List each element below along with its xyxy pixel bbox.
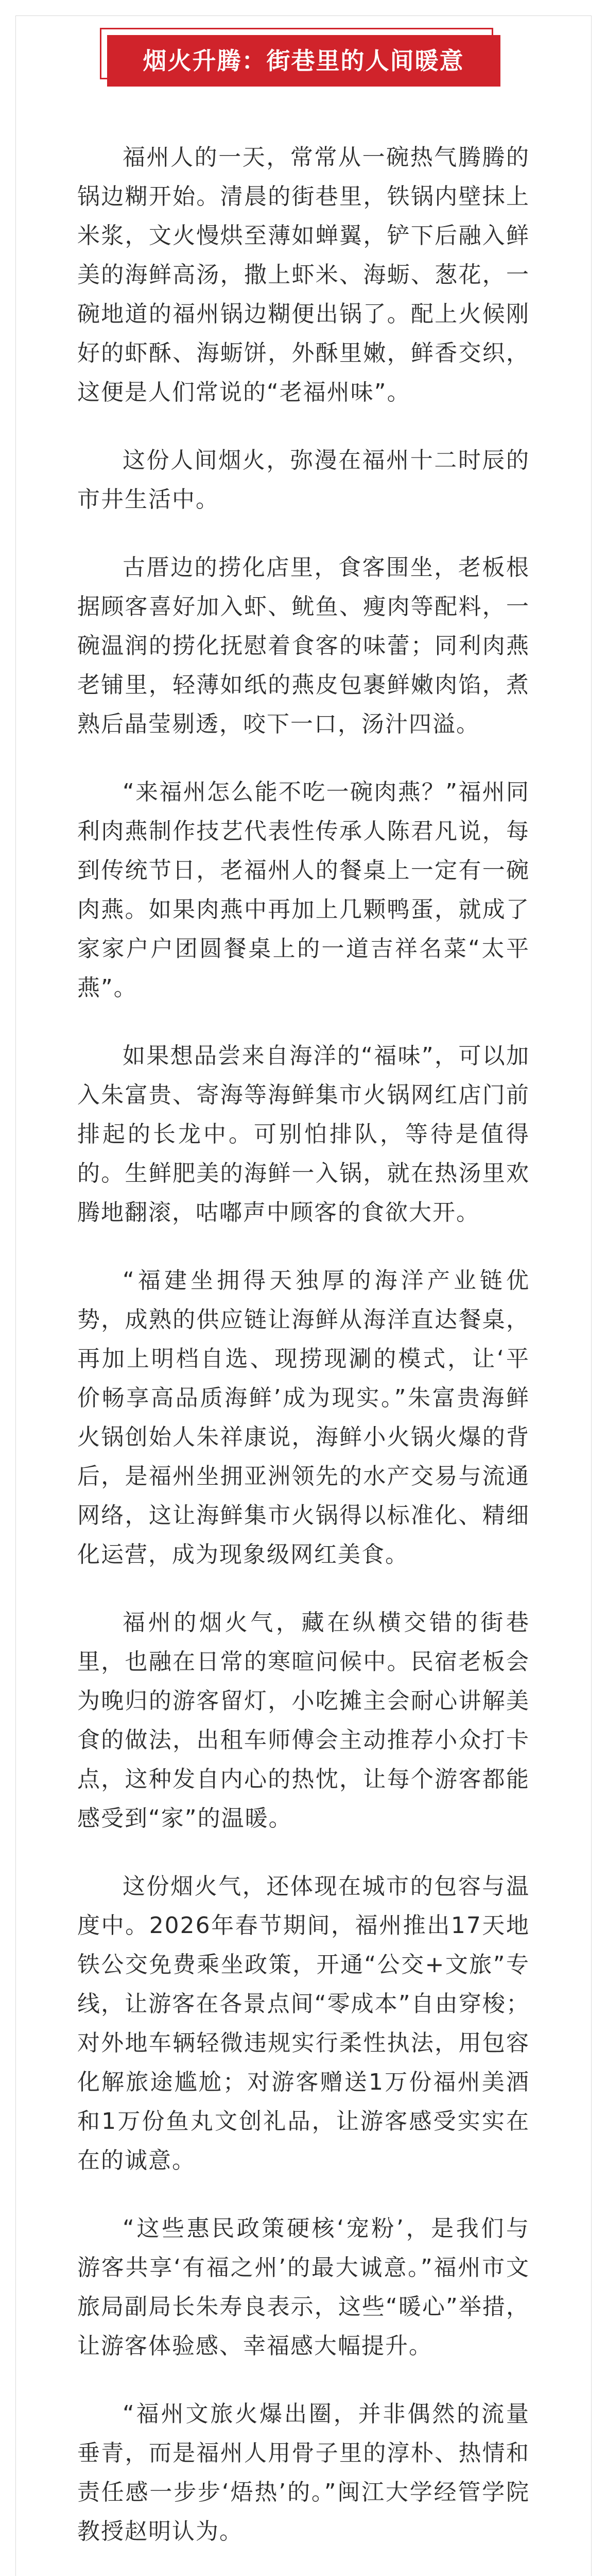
paragraph: “来福州怎么能不吃一碗肉燕？”福州同利肉燕制作技艺代表性传承人陈君凡说，每到传统节日，老福州人的餐桌上一定有一碗肉燕。如果肉燕中再加上几颗鸭蛋，就成了家家户户团圆餐桌上的一道吉祥名菜“太平燕”。 (77, 779, 530, 1001)
paragraph: 福州的烟火气，藏在纵横交错的街巷里，也融在日常的寒暄问候中。民宿老板会为晚归的游客留灯，小吃摊主会耐心讲解美食的做法，出租车师傅会主动推荐小众打卡点，这种发自内心的热忱，让每个游客都能感受到“家”的温暖。 (77, 1609, 530, 1832)
paragraph: 如果想品尝来自海洋的“福味”，可以加入朱富贵、寄海等海鲜集市火锅网红店门前排起的长龙中。可别怕排队，等待是值得的。生鲜肥美的海鲜一入锅，就在热汤里欢腾地翻滚，咕嘟声中顾客的食欲大开。 (77, 1043, 530, 1226)
article-body (77, 138, 530, 2576)
paragraph: 这份烟火气，还体现在城市的包容与温度中。2026年春节期间，福州推出17天地铁公交免费乘坐政策，开通“公交+文旅”专线，让游客在各景点间“零成本”自由穿梭；对外地车辆轻微违规实行柔性执法，用包容化解旅途尴尬；对游客赠送1万份福州美酒和1万份鱼丸文创礼品，让游客感受实实在在的诚意。 (77, 1873, 530, 2174)
article-title: 烟火升腾：街巷里的人间暖意 (107, 35, 500, 87)
paragraph: “福州文旅火爆出圈，并非偶然的流量垂青，而是福州人用骨子里的淳朴、热情和责任感一步步‘焐热’的。”闽江大学经管学院教授赵明认为。 (77, 2401, 530, 2545)
paragraph: 这份人间烟火，弥漫在福州十二时辰的市井生活中。 (77, 447, 530, 513)
paragraph: 古厝边的捞化店里，食客围坐，老板根据顾客喜好加入虾、鱿鱼、瘦肉等配料，一碗温润的捞化抚慰着食客的味蕾；同利肉燕老铺里，轻薄如纸的燕皮包裹鲜嫩肉馅，煮熟后晶莹剔透，咬下一口，汤汁四溢。 (77, 554, 530, 737)
title-wrap (0, 35, 607, 87)
paragraph: 福州人的一天，常常从一碗热气腾腾的锅边糊开始。清晨的街巷里，铁锅内壁抹上米浆，文火慢烘至薄如蝉翼，铲下后融入鲜美的海鲜高汤，撒上虾米、海蛎、葱花，一碗地道的福州锅边糊便出锅了。配上火候刚好的虾酥、海蛎饼，外酥里嫩，鲜香交织，这便是人们常说的“老福州味”。 (77, 144, 530, 405)
paragraph: “这些惠民政策硬核‘宠粉’，是我们与游客共享‘有福之州’的最大诚意。”福州市文旅局副局长朱寿良表示，这些“暖心”举措，让游客体验感、幸福感大幅提升。 (77, 2215, 530, 2359)
paragraph: “福建坐拥得天独厚的海洋产业链优势，成熟的供应链让海鲜从海洋直达餐桌，再加上明档自选、现捞现涮的模式，让‘平价畅享高品质海鲜’成为现实。”朱富贵海鲜火锅创始人朱祥康说，海鲜小火锅火爆的背后，是福州坐拥亚洲领先的水产交易与流通网络，这让海鲜集市火锅得以标准化、精细化运营，成为现象级网红美食。 (77, 1267, 530, 1568)
